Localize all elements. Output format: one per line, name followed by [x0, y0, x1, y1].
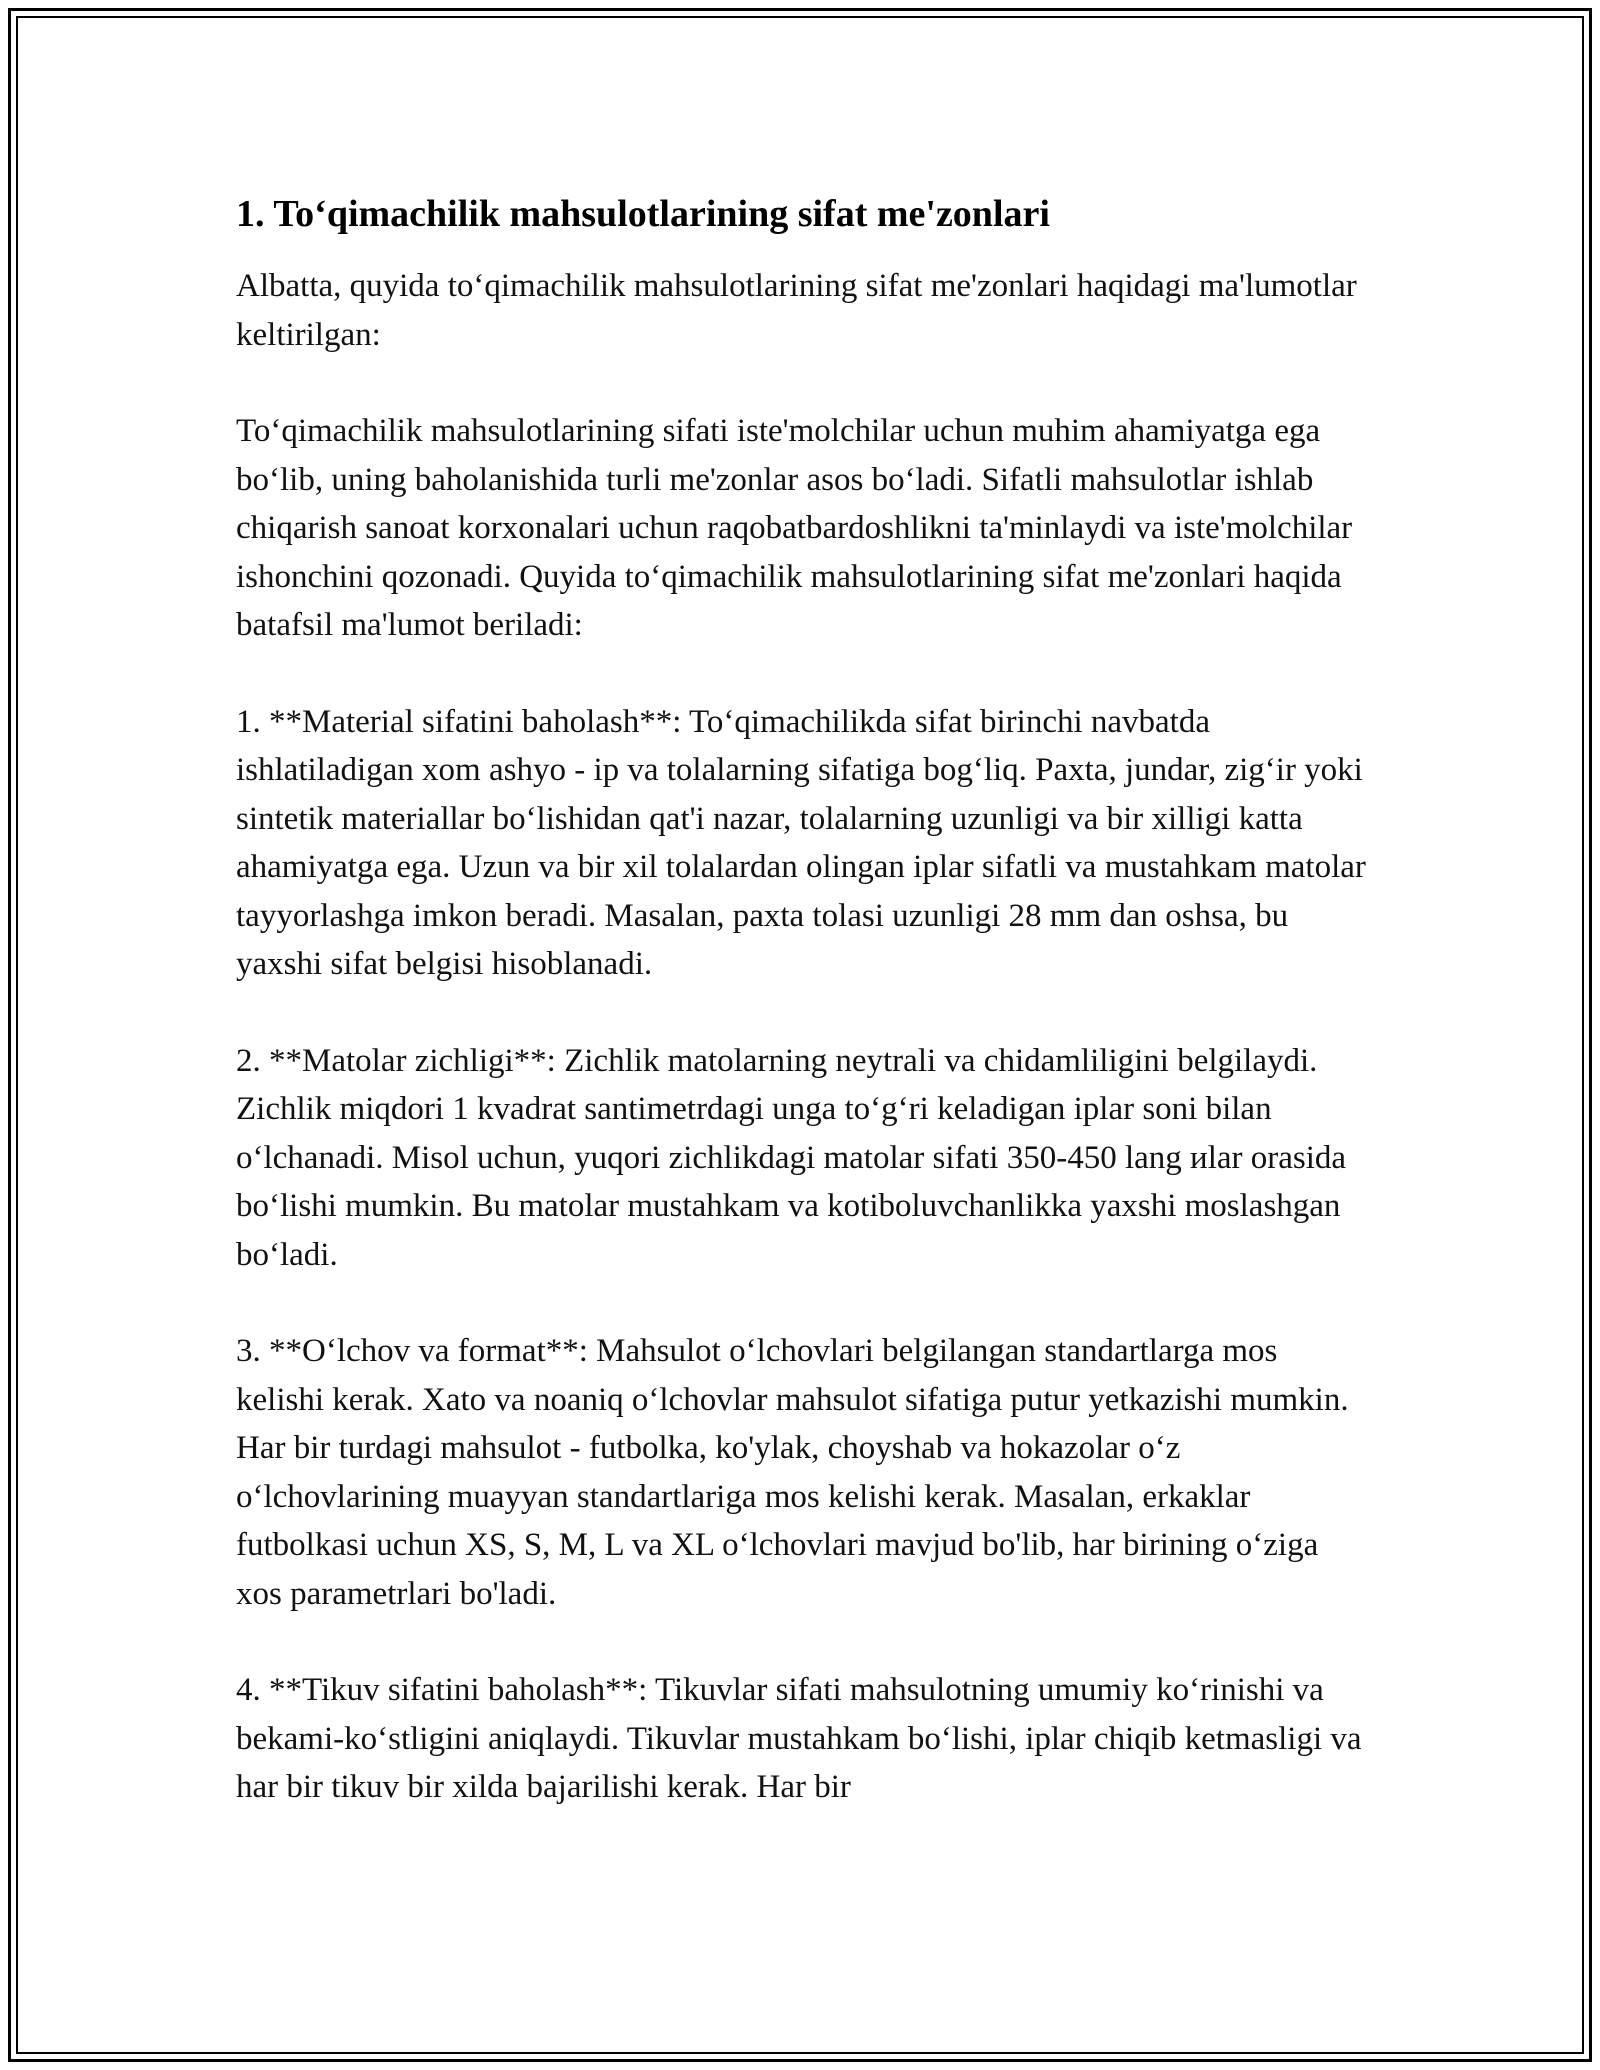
paragraph-size-format: 3. **O‘lchov va format**: Mahsulot o‘lchovlari belgilangan standartlarga mos kelishi kerak. Xato va noaniq o‘lchovlar mahsulot sifatiga putur yetkazishi mumkin. Har bir turdagi mahsulot - futbolka, ko'ylak, choyshab va hokazolar o‘z o‘lchovlarining muayyan standartlariga mos kelishi kerak. Masalan, erkaklar futbolkasi uchun XS, S, M, L va XL o‘lchovlari mavjud bo'lib, har birining o‘ziga xos parametrlari bo'ladi. [236, 1333, 1349, 1612]
document-body [236, 188, 1366, 1860]
paragraph-fabric-density: 2. **Matolar zichligi**: Zichlik matolarning neytrali va chidamliligini belgilaydi. Zichlik miqdori 1 kvadrat santimetrdagi unga to‘g‘ri keladigan iplar soni bilan o‘lchanadi. Misol uchun, yuqori zichlikdagi matolar sifati 350-450 lang иlar orasida bo‘lishi mumkin. Bu matolar mustahkam va kotiboluvchanlikka yaxshi moslashgan bo‘ladi. [236, 1042, 1347, 1273]
paragraph-overview: To‘qimachilik mahsulotlarining sifati iste'molchilar uchun muhim ahamiyatga ega bo‘lib, uning baholanishida turli me'zonlar asos bo‘ladi. Sifatli mahsulotlar ishlab chiqarish sanoat korxonalari uchun raqobatbardoshlikni ta'minlaydi va iste'molchilar ishonchini qozonadi. Quyida to‘qimachilik mahsulotlarining sifat me'zonlari haqida batafsil ma'lumot beriladi: [236, 413, 1353, 643]
document-title: 1. To‘qimachilik mahsulotlarining sifat me'zonlari [236, 193, 1050, 235]
paragraph-intro: Albatta, quyida to‘qimachilik mahsulotlarining sifat me'zonlari haqidagi ma'lumotlar keltirilgan: [236, 268, 1357, 353]
paragraph-stitch-quality: 4. **Tikuv sifatini baholash**: Tikuvlar sifati mahsulotning umumiy ko‘rinishi va bekami-ko‘stligini aniqlaydi. Tikuvlar mustahkam bo‘lishi, iplar chiqib ketmasligi va har bir tikuv bir xilda bajarilishi kerak. Har bir [236, 1672, 1362, 1805]
paragraph-material-quality: 1. **Material sifatini baholash**: To‘qimachilikda sifat birinchi navbatda ishlatiladigan xom ashyo - ip va tolalarning sifatiga bog‘liq. Paxta, jundar, zig‘ir yoki sintetik materiallar bo‘lishidan qat'i nazar, tolalarning uzunligi va bir xilligi katta ahamiyatga ega. Uzun va bir xil tolalardan olingan iplar sifatli va mustahkam matolar tayyorlashga imkon beradi. Masalan, paxta tolasi uzunligi 28 mm dan oshsa, bu yaxshi sifat belgisi hisoblanadi. [236, 703, 1366, 982]
